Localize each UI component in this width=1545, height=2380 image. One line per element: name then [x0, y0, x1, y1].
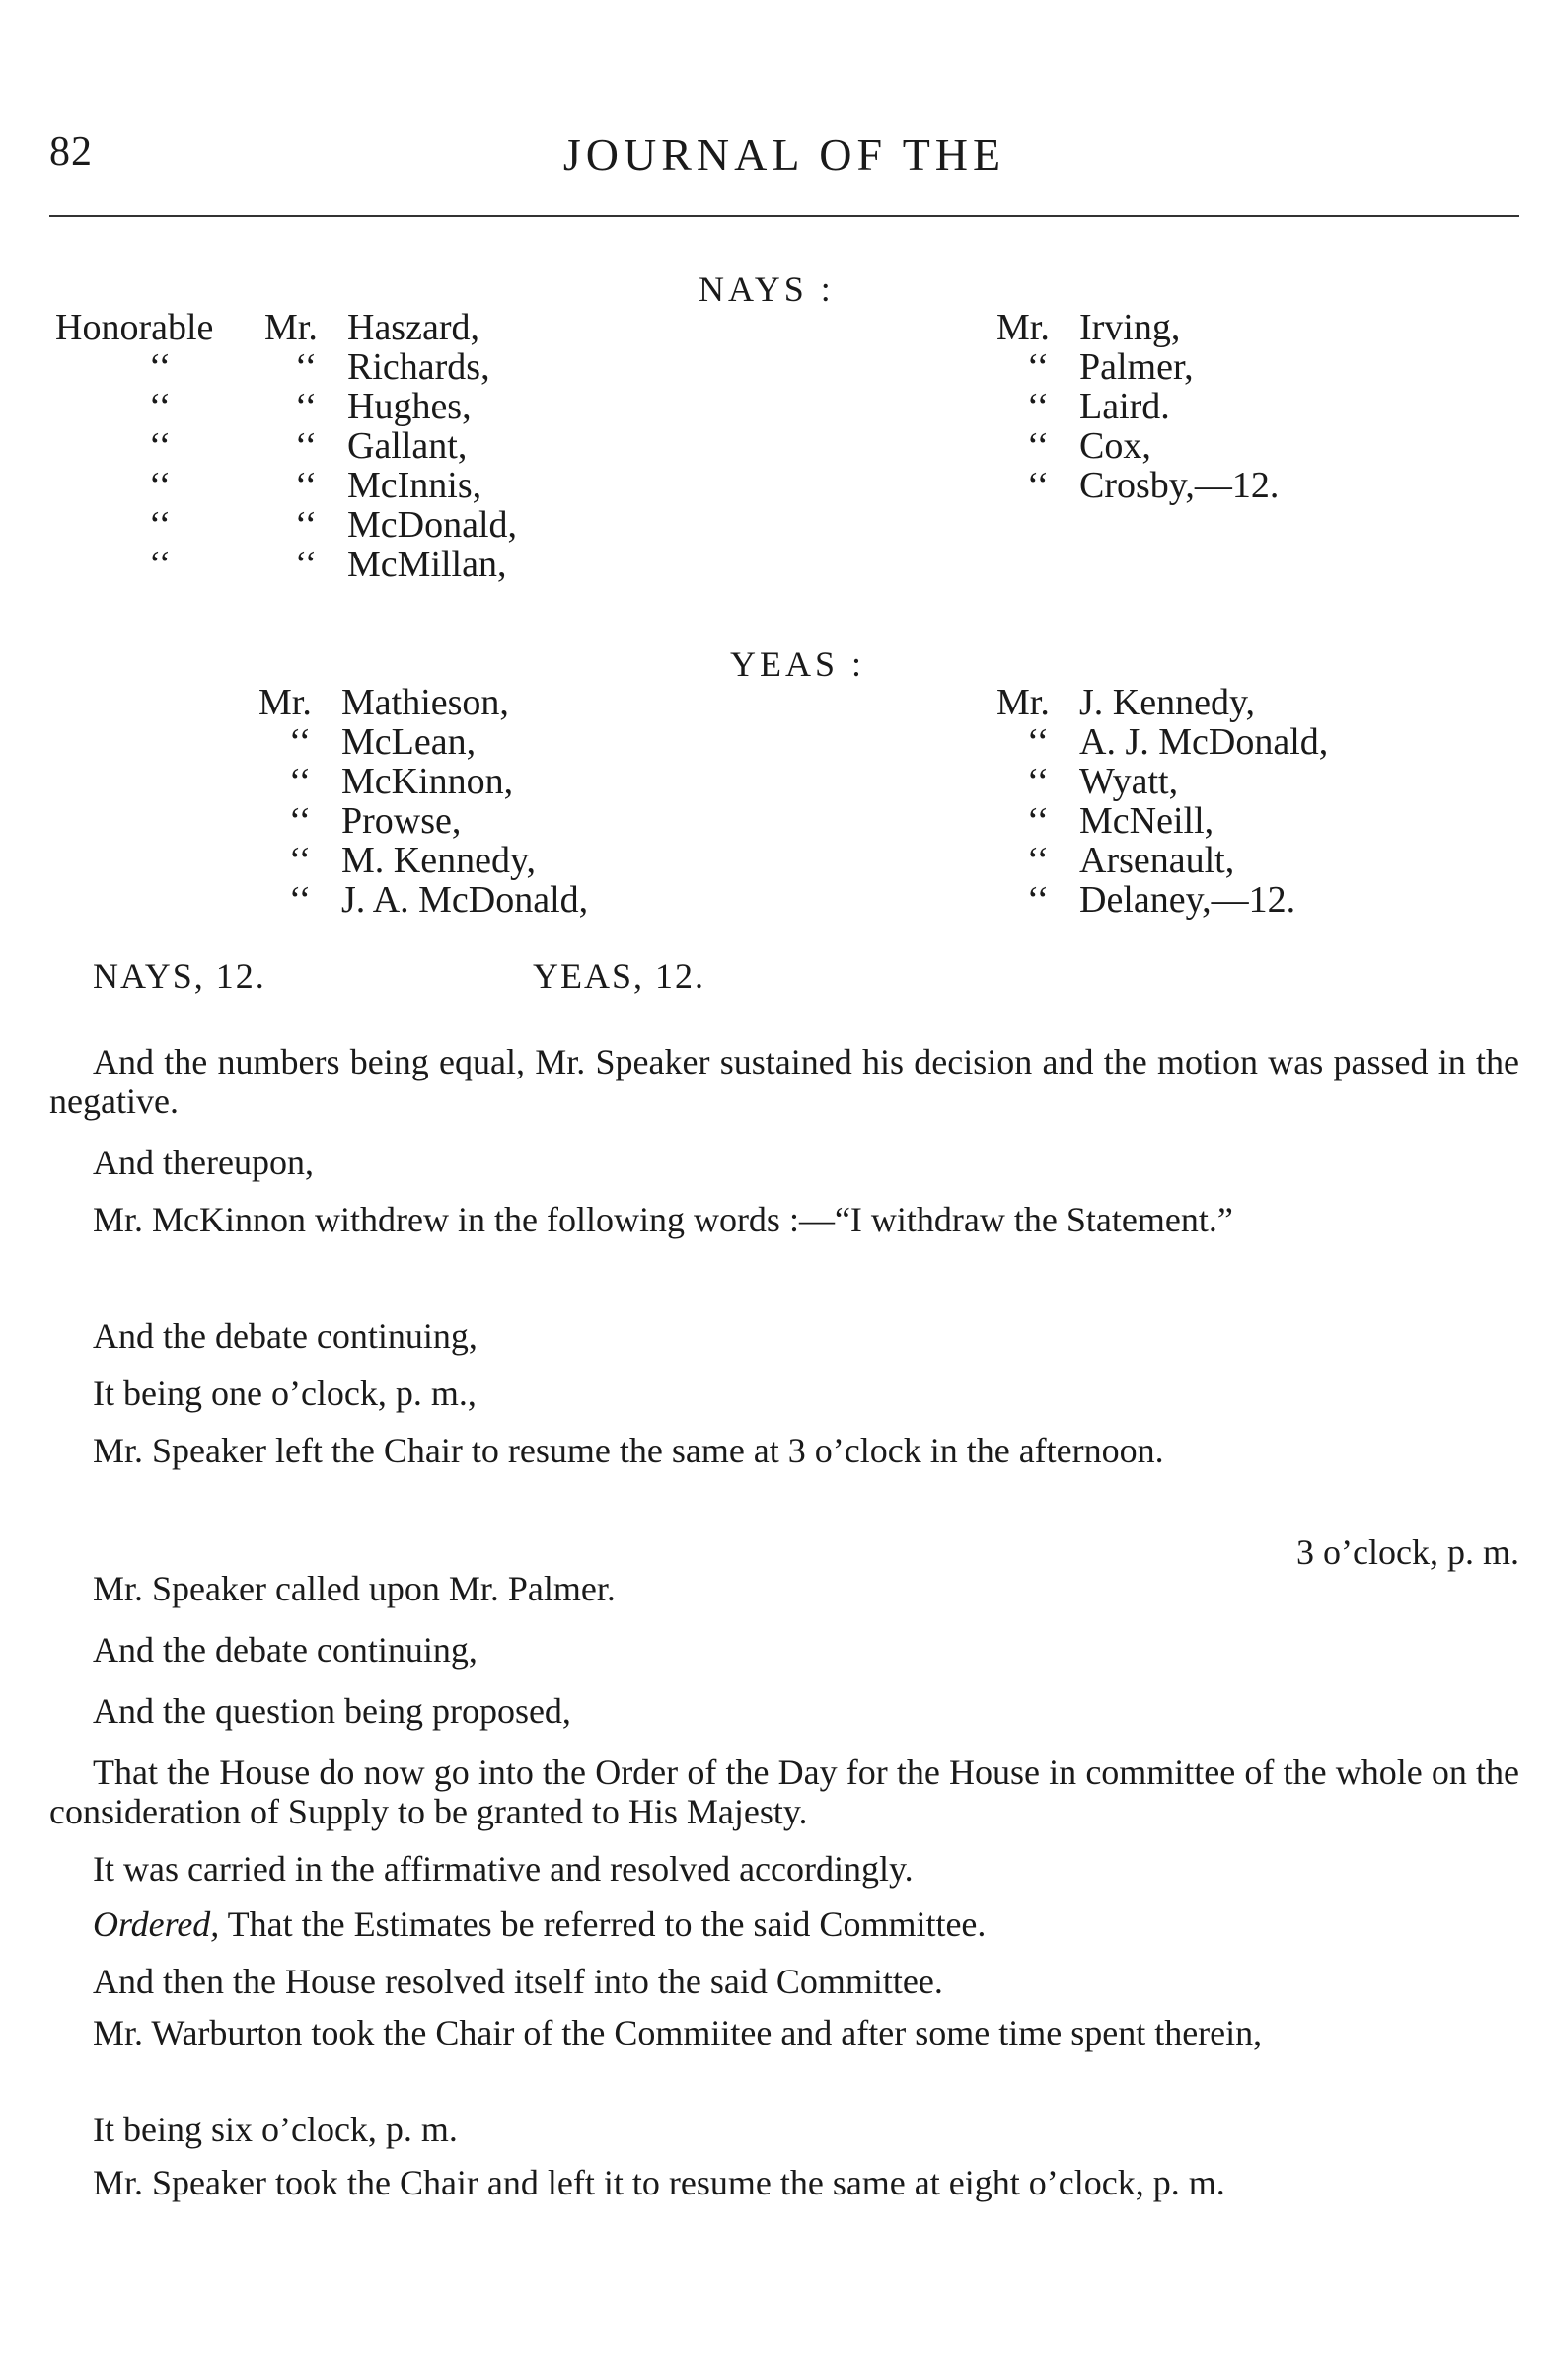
member-title: ‘‘: [294, 346, 318, 388]
paragraph-carried: It was carried in the affirmative and resolved accordingly.: [93, 1849, 914, 1889]
member-title: ‘‘: [288, 800, 312, 842]
member-row: [996, 426, 1279, 466]
nays-right-column: [996, 308, 1279, 505]
member-row: [996, 801, 1328, 841]
member-row: [55, 387, 517, 426]
member-name: A. J. McDonald,: [1079, 721, 1329, 763]
paragraph-debate-continuing-2: And the debate continuing,: [93, 1630, 478, 1670]
member-name: Wyatt,: [1079, 761, 1179, 802]
member-name: Haszard,: [347, 307, 479, 348]
member-name: J. Kennedy,: [1079, 682, 1255, 723]
paragraph-thereupon: And thereupon,: [93, 1143, 314, 1182]
member-row: [258, 722, 588, 762]
member-prefix: ‘‘: [148, 504, 172, 546]
member-name: McKinnon,: [341, 761, 514, 802]
member-title: ‘‘: [288, 879, 312, 921]
member-title: ‘‘: [288, 761, 312, 802]
member-title: ‘‘: [1026, 465, 1050, 506]
member-row: [258, 683, 588, 722]
page-number: 82: [49, 129, 93, 175]
member-row: [996, 722, 1328, 762]
yeas-right-column: [996, 683, 1328, 920]
paragraph-six-oclock: It being six o’clock, p. m.: [93, 2110, 458, 2149]
member-row: [996, 683, 1328, 722]
member-title: Mr.: [258, 682, 312, 723]
nays-heading: NAYS :: [699, 269, 835, 309]
member-name: Palmer,: [1079, 346, 1194, 388]
yeas-tally: YEAS, 12.: [533, 956, 706, 996]
member-title: ‘‘: [294, 465, 318, 506]
member-name: McInnis,: [347, 465, 482, 506]
member-name: Laird.: [1079, 386, 1170, 427]
member-title: Mr.: [996, 682, 1050, 723]
member-name: Irving,: [1079, 307, 1181, 348]
member-row: [996, 841, 1328, 880]
member-name: Gallant,: [347, 425, 468, 467]
member-title: ‘‘: [1026, 425, 1050, 467]
header-rule: [49, 215, 1519, 217]
member-name: Arsenault,: [1079, 840, 1235, 881]
member-name: M. Kennedy,: [341, 840, 536, 881]
yeas-heading: YEAS :: [730, 644, 866, 684]
member-row: [55, 347, 517, 387]
member-title: ‘‘: [294, 544, 318, 585]
member-title: ‘‘: [1026, 346, 1050, 388]
paragraph-debate-continuing: And the debate continuing,: [93, 1316, 478, 1356]
member-title: ‘‘: [288, 840, 312, 881]
paragraph-withdrew: Mr. McKinnon withdrew in the following words :—“I withdraw the Statement.”: [93, 1200, 1233, 1239]
member-row: [258, 841, 588, 880]
member-title: ‘‘: [1026, 800, 1050, 842]
member-row: [996, 762, 1328, 801]
page-header: [49, 128, 1519, 187]
member-prefix: ‘‘: [148, 346, 172, 388]
nays-left-column: [55, 308, 517, 584]
member-row: [258, 801, 588, 841]
member-title: ‘‘: [1026, 386, 1050, 427]
nays-tally: NAYS, 12.: [93, 956, 266, 996]
member-prefix: ‘‘: [148, 425, 172, 467]
member-name: Hughes,: [347, 386, 472, 427]
member-row: [55, 308, 517, 347]
member-name: Cox,: [1079, 425, 1151, 467]
member-name: Delaney,—12.: [1079, 879, 1296, 921]
member-name: Crosby,—12.: [1079, 465, 1280, 506]
member-prefix: ‘‘: [148, 465, 172, 506]
member-title: Mr.: [264, 307, 318, 348]
member-row: [55, 545, 517, 584]
member-name: McMillan,: [347, 544, 507, 585]
member-title: ‘‘: [294, 504, 318, 546]
member-row: [258, 762, 588, 801]
member-row: [55, 466, 517, 505]
member-title: Mr.: [996, 307, 1050, 348]
member-row: [996, 466, 1279, 505]
time-mark: 3 o’clock, p. m.: [1296, 1532, 1519, 1572]
member-title: ‘‘: [1026, 761, 1050, 802]
member-prefix: ‘‘: [148, 544, 172, 585]
paragraph-left-chair: Mr. Speaker left the Chair to resume the same at 3 o’clock in the afternoon.: [93, 1431, 1164, 1470]
member-name: Richards,: [347, 346, 490, 388]
paragraph-ordered: Ordered, That the Estimates be referred to the said Committee.: [93, 1904, 987, 1944]
member-row: [996, 347, 1279, 387]
paragraph-question-proposed: And the question being proposed,: [93, 1691, 571, 1731]
member-name: J. A. McDonald,: [341, 879, 589, 921]
member-prefix: ‘‘: [148, 386, 172, 427]
ordered-italic: Ordered,: [93, 1904, 220, 1944]
paragraph-called-upon: Mr. Speaker called upon Mr. Palmer.: [93, 1569, 616, 1608]
member-name: McDonald,: [347, 504, 518, 546]
member-title: ‘‘: [294, 425, 318, 467]
member-name: Mathieson,: [341, 682, 509, 723]
member-name: McLean,: [341, 721, 477, 763]
paragraph-resolved: And then the House resolved itself into the said Committee.: [93, 1962, 943, 2001]
member-title: ‘‘: [1026, 840, 1050, 881]
member-prefix: Honorable: [55, 307, 214, 348]
member-row: [55, 505, 517, 545]
member-title: ‘‘: [288, 721, 312, 763]
paragraph-speaker-took-chair: Mr. Speaker took the Chair and left it to resume the same at eight o’clock, p. m.: [93, 2163, 1225, 2202]
member-row: [996, 387, 1279, 426]
member-row: [258, 880, 588, 920]
member-row: [55, 426, 517, 466]
paragraph-one-oclock: It being one o’clock, p. m.,: [93, 1374, 477, 1413]
member-name: McNeill,: [1079, 800, 1214, 842]
member-title: ‘‘: [294, 386, 318, 427]
yeas-left-column: [258, 683, 588, 920]
running-head: JOURNAL OF THE: [562, 129, 1006, 180]
paragraph-order-of-day: That the House do now go into the Order of the Day for the House in committee of the whole on the consideration of Supply to be granted to His Majesty.: [49, 1752, 1519, 1831]
member-name: Prowse,: [341, 800, 462, 842]
member-title: ‘‘: [1026, 721, 1050, 763]
member-row: [996, 880, 1328, 920]
member-title: ‘‘: [1026, 879, 1050, 921]
member-row: [996, 308, 1279, 347]
paragraph-warburton: Mr. Warburton took the Chair of the Commiitee and after some time spent therein,: [93, 2013, 1263, 2052]
paragraph-numbers-equal: And the numbers being equal, Mr. Speaker sustained his decision and the motion was passed in the negative.: [49, 1042, 1519, 1121]
